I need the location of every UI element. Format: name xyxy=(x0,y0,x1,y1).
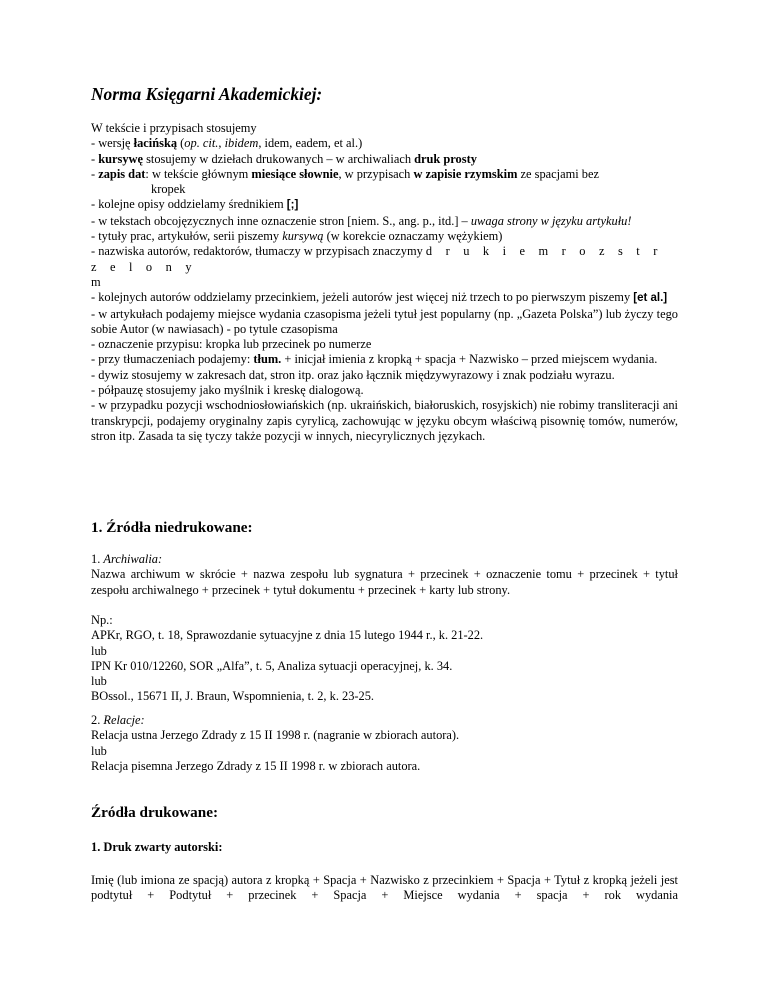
rule-latin: - wersję łacińską (op. cit., ibidem, idem, eadem, et al.) xyxy=(91,136,363,151)
printed-book-heading: 1. Druk zwarty autorski: xyxy=(91,840,223,854)
example-apkr: APKr, RGO, t. 18, Sprawozdanie sytuacyjne z dnia 15 lutego 1944 r., k. 21-22. xyxy=(91,628,484,643)
rule-dates: - zapis dat: w tekście głównym miesiące słownie, w przypisach w zapisie rzymskim ze spacjami bez xyxy=(91,166,599,181)
section-unprinted-heading: 1. Źródła niedrukowane: xyxy=(91,519,253,536)
archives-examples xyxy=(91,613,678,705)
section-printed-heading: Źródła drukowane: xyxy=(91,804,219,821)
rule-journal-place: - w artykułach podajemy miejsce wydania czasopisma jeżeli tytuł jest popularny (np. „Gazeta Polska”) lub życzy tego sobie Autor (w nawiasach) - po tytule czasopisma xyxy=(91,306,678,336)
printed-book-format: Imię (lub imiona ze spacją) autora z kropką + Spacja + Nazwisko z przecinkiem + Spacja + Tytuł z kropką jeżeli jest podtytuł + Podtytuł + przecinek + Spacja + Miejsce wydania + spacja + rok wydania xyxy=(91,873,678,903)
rules-intro: W tekście i przypisach stosujemy xyxy=(91,121,257,135)
rule-translations: - przy tłumaczeniach podajemy: tłum. + inicjał imienia z kropką + spacja + Nazwisko – przed miejscem wydania. xyxy=(91,352,658,367)
archives-format: Nazwa archiwum w skrócie + nazwa zespołu lub sygnatura + przecinek + oznaczenie tomu + przecinek + tytuł zespołu archiwalnego + przecinek + tytuł dokumentu + przecinek + karty lub strony. xyxy=(91,567,678,597)
example-bossol: BOssol., 15671 II, J. Braun, Wspomnienia, t. 2, k. 23-25. xyxy=(91,689,375,704)
relations-block xyxy=(91,713,678,774)
rule-en-dash: - półpauzę stosujemy jako myślnik i kreskę dialogową. xyxy=(91,383,364,398)
rule-footnote-mark: - oznaczenie przypisu: kropka lub przecinek po numerze xyxy=(91,337,372,352)
relation-oral: Relacja ustna Jerzego Zdrady z 15 II 1998 r. (nagranie w zbiorach autora). xyxy=(91,728,460,743)
rule-foreign-pages: - w tekstach obcojęzycznych inne oznaczenie stron [niem. S., ang. p., itd.] – uwaga strony w języku artykułu! xyxy=(91,213,632,228)
document-title: Norma Księgarni Akademickiej: xyxy=(91,84,323,104)
archives-label: 1. Archiwalia: xyxy=(91,552,163,566)
rule-hyphen: - dywiz stosujemy w zakresach dat, stron itp. oraz jako łącznik międzywyrazowy i znak podziału wyrazu. xyxy=(91,367,615,382)
rules-list xyxy=(91,121,678,444)
example-ipn: IPN Kr 010/12260, SOR „Alfa”, t. 5, Analiza sytuacji operacyjnej, k. 34. xyxy=(91,658,453,673)
relation-or: lub xyxy=(91,743,107,758)
rule-cyrillic: - w przypadku pozycji wschodniosłowiańskich (np. ukraińskich, białoruskich, rosyjskich) nie robimy transliteracji ani transkrypcji, podajemy oryginalny zapis cyrylicą, zachowując w języku obcym właściwą pisownię tomów, numerów, stron itp. Zasada ta się tyczy także pozycji w innych, niecyrylicznych językach. xyxy=(91,398,678,443)
rule-authors: - kolejnych autorów oddzielamy przecinkiem, jeżeli autorów jest więcej niż trzech to po pierwszym piszemy [et al.] xyxy=(91,290,668,305)
example-or: lub xyxy=(91,643,107,658)
rule-semicolon: - kolejne opisy oddzielamy średnikiem [;] xyxy=(91,197,299,212)
relations-label: 2. Relacje: xyxy=(91,713,145,727)
example-or: lub xyxy=(91,674,107,689)
relation-written: Relacja pisemna Jerzego Zdrady z 15 II 1998 r. w zbiorach autora. xyxy=(91,758,421,773)
rule-italics: - kursywę stosujemy w dziełach drukowanych – w archiwaliach druk prosty xyxy=(91,151,477,166)
rule-dates-cont: kropek xyxy=(151,182,186,197)
examples-label: Np.: xyxy=(91,613,113,627)
archives-block xyxy=(91,552,678,598)
rule-names: - nazwiska autorów, redaktorów, tłumaczy w przypisach znaczymy d r u k i e m r o z s t r z e l o n y m xyxy=(91,244,663,289)
rule-titles: - tytuły prac, artykułów, serii piszemy kursywą (w korekcie oznaczamy wężykiem) xyxy=(91,229,503,244)
